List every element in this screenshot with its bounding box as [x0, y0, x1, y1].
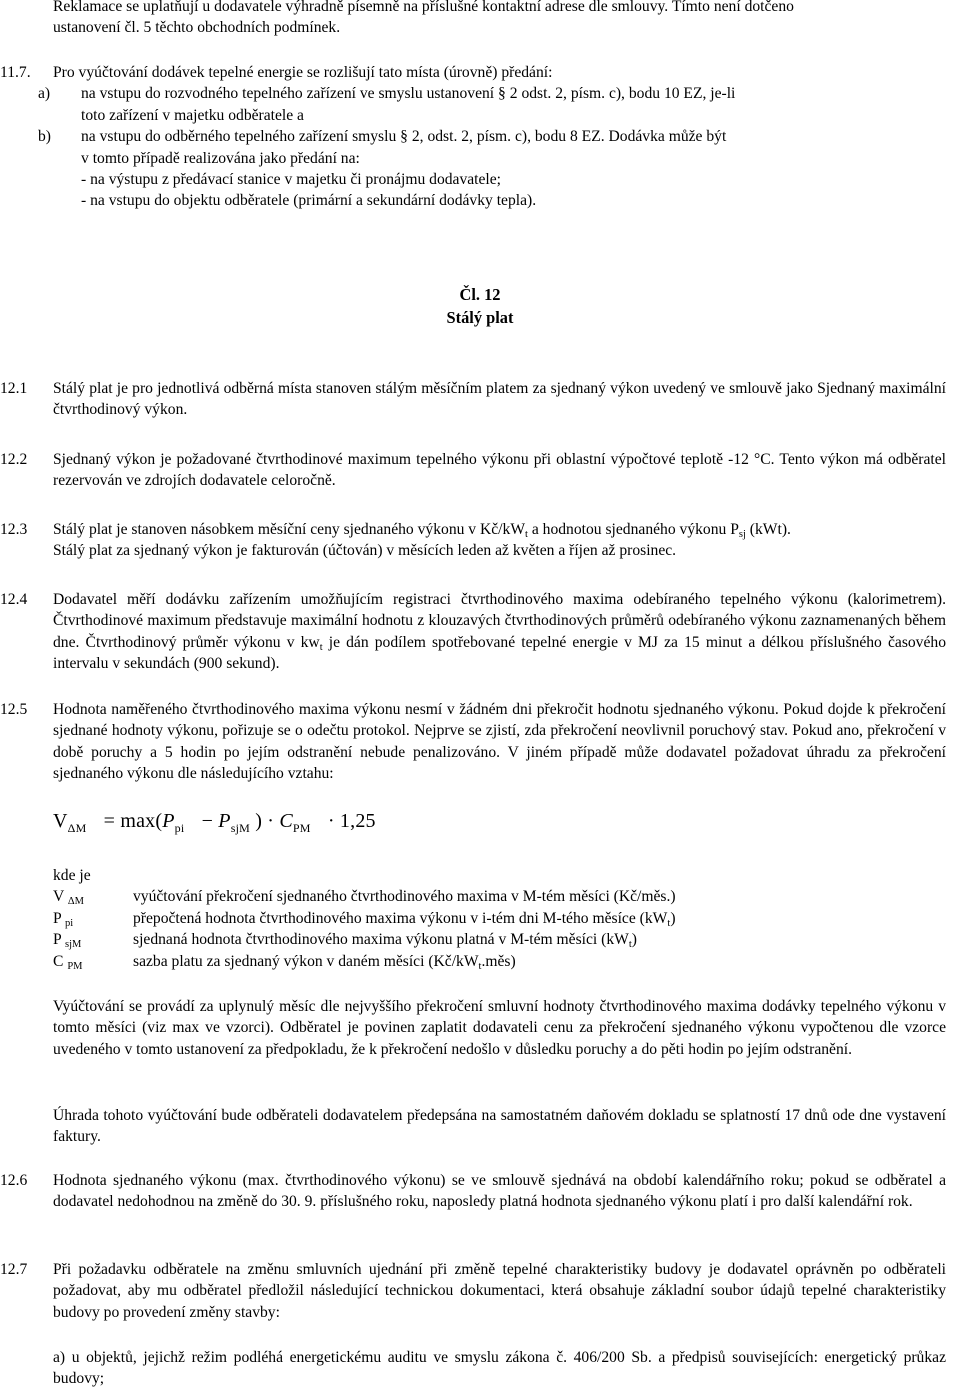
desc-text: vyúčtování překročení sjednaného čtvrthodinového maxima v M-tém měsíci (Kč/měs.): [133, 888, 676, 906]
symbol-letter: P: [53, 909, 62, 927]
desc-subscript: t: [628, 939, 632, 951]
item-a-line-2: toto zařízení v majetku odběratele a: [81, 106, 304, 124]
formula-legend: [53, 865, 946, 972]
item-b-text: na vstupu do odběrného tepelného zařízení smyslu: [81, 128, 397, 146]
billing-paragraph: Vyúčtování se provádí za uplynulý měsíc dle nejvyššího překročení smluvní hodnoty čtvrthodinového maxima dodávky tepelného výkonu v tomto měsíci (viz max ve vzorci). Odběratel je povinen zaplatit dodavateli cenu za překročení sjednaného výkonu vypočtenou dle vzorce uvedeného v tomto ustanovení za předpokladu, že k překročení nedošlo v důsledku poruchy a do pěti hodin po jejím odstranění.: [53, 998, 946, 1058]
article-number: Čl. 12: [459, 285, 501, 304]
legend-description: [133, 886, 676, 907]
section-text: [53, 589, 946, 675]
section-12-7-item-a: a) u objektů, jejichž režim podléhá energetickému auditu ve smyslu zákona č. 406/200 Sb. a předpisů souvisejících: energetický průkaz budovy;: [53, 1349, 946, 1388]
formula-operator: = max(: [103, 810, 163, 832]
section-text: Hodnota naměřeného čtvrthodinového maxima výkonu nesmí v žádném dni překročit hodnotu sjednaného výkonu. Pokud dojde k překročení sjednané hodnoty výkonu, pořizuje se o odečtu protokol. Nejprve se zjistí, zda překročení neovlivnil poruchový stav. Pokud ano, překročení v době poruchy a 5 hodin po jejím odstranění nebude penalizováno. V jiném případě může dodavatel požadovat úhradu za překročení sjednaného výkonu dle následujícího vztahu:: [53, 701, 946, 783]
section-12-2: [0, 449, 946, 492]
item-b-text-cont: 2, odst. 2, písm. c), bodu 8 EZ. Dodávka může být: [407, 128, 727, 146]
legend-description: [133, 951, 516, 972]
item-a-text: na vstupu do rozvodného tepelného zařízení ve smyslu ustanovení: [81, 85, 495, 103]
desc-subscript: t: [478, 960, 482, 972]
formula-subscript: sjM: [230, 821, 250, 835]
item-b: [38, 126, 946, 147]
item-b-line-2: v tomto případě realizována jako předání na:: [81, 149, 360, 167]
section-11-7: [0, 62, 946, 212]
intro-paragraph: [0, 0, 946, 39]
formula-operator: ·: [267, 810, 275, 832]
subscript: t: [319, 641, 323, 653]
item-a-text-cont: 2 odst. 2, písm. c), bodu 10 EZ, je-li: [505, 85, 736, 103]
text-run: je dán podílem spotřebované tepelné energie v MJ za 15 minut a délkou příslušného časového intervalu v sekundách (900 sekund).: [53, 633, 946, 673]
legend-symbol: [53, 929, 133, 950]
item-b-line-3: - na výstupu z předávací stanice v majetku či pronájmu dodavatele;: [81, 171, 502, 189]
desc-text: přepočtená hodnota čtvrthodinového maxima výkonu v i-tém dni M-tého měsíce (kW: [133, 909, 668, 927]
legend-symbol: [53, 951, 133, 972]
symbol-letter: V: [53, 888, 64, 906]
article-title: Stálý plat: [446, 307, 514, 327]
section-number: 12.1: [0, 380, 28, 397]
section-text: Sjednaný výkon je požadované čtvrthodinové maximum tepelného výkonu při oblastní výpočtové teplotě -12 °C. Tento výkon má odběratel rezervován ve zdrojích dodavatele celoročně.: [53, 451, 946, 490]
desc-subscript: t: [667, 917, 671, 929]
formula-operator: ·: [327, 810, 335, 832]
section-number: 12.3: [0, 521, 28, 538]
formula-subscript: PM: [292, 821, 311, 835]
legend-symbol: [53, 886, 133, 907]
section-number: 12.7: [0, 1261, 28, 1278]
section-12-4: [0, 589, 946, 675]
symbol-subscript: PM: [67, 960, 83, 972]
text-run: Stálý plat je stanoven násobkem měsíční ceny sjednaného výkonu v Kč/kW: [53, 521, 526, 538]
formula-symbol: P: [162, 810, 175, 832]
formula-symbol: V: [53, 810, 68, 832]
symbol-subscript: sjM: [65, 939, 82, 951]
legend-description: [133, 929, 637, 950]
article-heading: [0, 284, 960, 329]
section-12-1: [0, 378, 946, 421]
text-run: (kWt).: [745, 521, 791, 538]
legend-description: [133, 908, 676, 929]
symbol-letter: P: [53, 931, 62, 949]
text-run: a hodnotou sjednaného výkonu P: [527, 521, 739, 538]
section-text: Stálý plat je pro jednotlivá odběrná místa stanoven stálým měsíčním platem za sjednaný výkon uvedený ve smlouvě jako Sjednaný maximální čtvrthodinový výkon.: [53, 380, 946, 419]
section-12-6: [0, 1170, 946, 1213]
formula-symbol: C: [279, 810, 293, 832]
section-number: 12.6: [0, 1172, 28, 1189]
legend-symbol: [53, 908, 133, 929]
formula-operator: ): [255, 810, 263, 832]
item-a: [38, 83, 946, 104]
symbol-subscript: ΔM: [67, 896, 84, 908]
desc-tail: ): [631, 931, 637, 949]
legend-intro: kde je: [53, 867, 91, 884]
legend-row: [53, 886, 946, 907]
section-12-5: [0, 699, 946, 785]
section-sign: §: [498, 85, 506, 103]
payment-paragraph: Úhrada tohoto vyúčtování bude odběrateli dodavatelem předepsána na samostatném daňovém dokladu se splatností 17 dnů ode dne vystavení faktury.: [53, 1107, 946, 1146]
text-run: Dodavatel měří dodávku zařízením umožňujícím registraci čtvrthodinového maxima odebíraného tepelného výkonu (kalorimetrem). Čtvrthodinové maximum představuje maximální hodnotu z klouzavých čtvrthodinových průměrů odebíraného výkonu zaznamenaných během dne. Čtvrthodinový průměr výkonu v kw: [53, 591, 946, 651]
symbol-letter: C: [53, 952, 64, 970]
section-number: 12.4: [0, 591, 28, 608]
legend-row: [53, 929, 946, 950]
section-number: 12.2: [0, 451, 28, 468]
formula-subscript: pi: [174, 821, 185, 835]
section-sign: §: [400, 128, 408, 146]
formula-subscript: ΔM: [67, 821, 87, 835]
subscript: sj: [738, 529, 746, 540]
text-run: Stálý plat za sjednaný výkon je fakturován (účtován) v měsících leden až květen a říjen až prosinec.: [53, 542, 677, 560]
item-b-label: b): [38, 128, 51, 146]
legend-row: [53, 951, 946, 972]
section-number: 12.5: [0, 701, 28, 718]
formula-operator: −: [201, 810, 214, 832]
legend-row: [53, 908, 946, 929]
item-b-line-4: - na vstupu do objektu odběratele (primární a sekundární dodávky tepla).: [81, 192, 537, 210]
desc-tail: ): [670, 909, 676, 927]
subscript: t: [525, 529, 528, 540]
section-12-3: [0, 519, 946, 562]
section-text: [53, 519, 946, 562]
penalty-formula: [53, 810, 946, 835]
section-12-7: [0, 1259, 946, 1323]
section-text: Pro vyúčtování dodávek tepelné energie se rozlišují tato místa (úrovně) předání:: [53, 64, 553, 81]
section-number: 11.7.: [0, 64, 31, 81]
section-text: Při požadavku odběratele na změnu smluvních ujednání při změně tepelné charakteristiky budovy je dodavatel oprávněn po odběrateli požadovat, aby mu odběratel předložil následující technickou dokumentaci, která obsahuje základní soubor údajů tepelné charakteristiky budovy po provedení změny stavby:: [53, 1261, 946, 1321]
intro-line-2: ustanovení čl. 5 těchto obchodních podmínek.: [53, 19, 341, 37]
desc-text: sjednaná hodnota čtvrthodinového maxima výkonu platná v M-tém měsíci (kW: [133, 931, 629, 949]
desc-tail: .měs): [481, 952, 516, 970]
formula-symbol: P: [218, 810, 231, 832]
symbol-subscript: pi: [65, 917, 74, 929]
item-a-label: a): [38, 85, 51, 103]
desc-text: sazba platu za sjednaný výkon v daném měsíci (Kč/kW: [133, 952, 479, 970]
intro-line-1: Reklamace se uplatňují u dodavatele výhradně písemně na příslušné kontaktní adrese dle smlouvy. Tímto není dotčeno: [53, 0, 794, 15]
section-text: Hodnota sjednaného výkonu (max. čtvrthodinového výkonu) se ve smlouvě sjednává na období kalendářního roku; pokud se odběratel a dodavatel nedohodnou na změně do 30. 9. příslušného roku, naposledy platná hodnota sjednaného výkonu platí i pro další kalendářní rok.: [53, 1172, 946, 1211]
formula-constant: 1,25: [339, 810, 376, 832]
